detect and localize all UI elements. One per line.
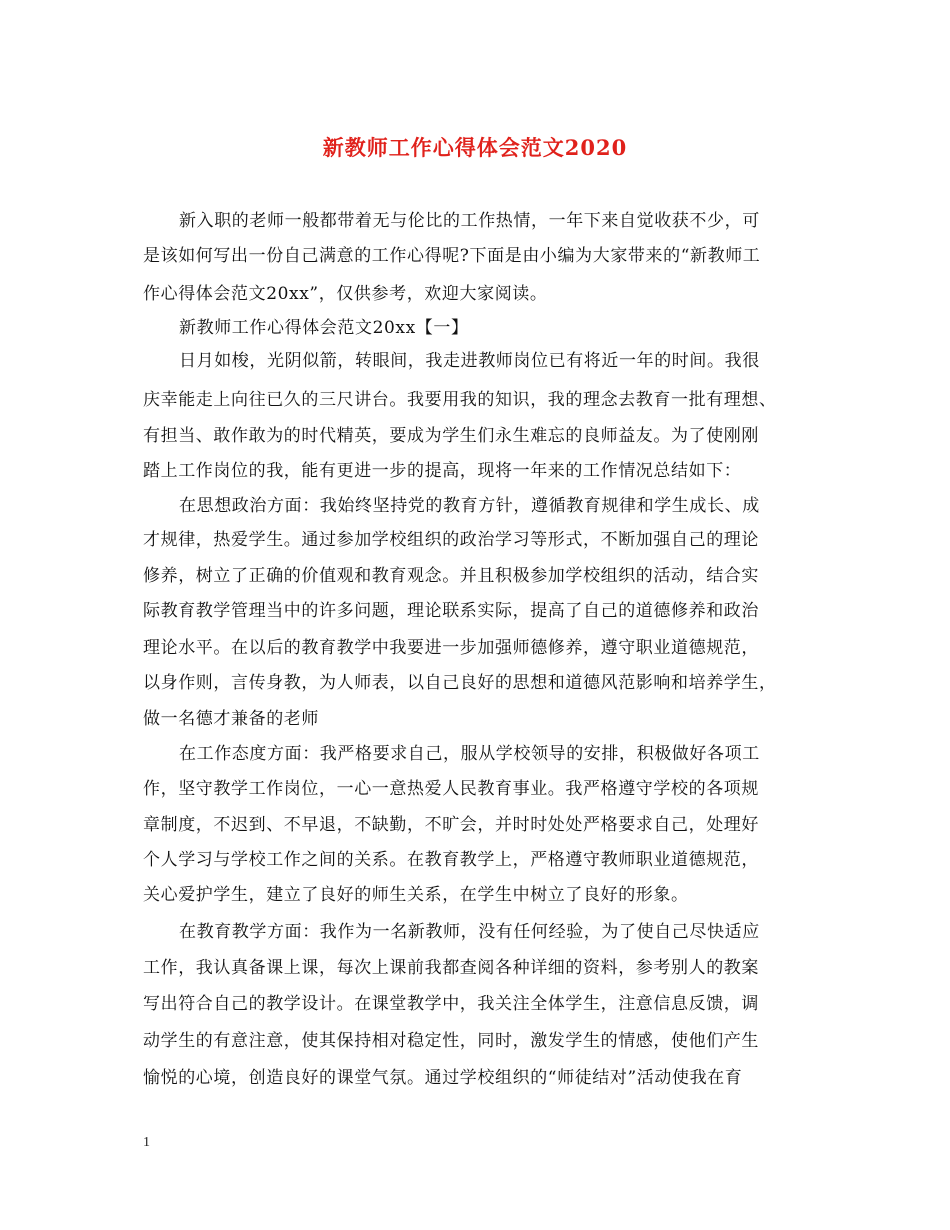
text-line: 理论水平。在以后的教育教学中我要进一步加强师德修养，遵守职业道德规范，: [143, 638, 759, 658]
text-line: 愉悦的心境，创造良好的课堂气氛。通过学校组织的“师徒结对”活动使我在育: [143, 1068, 743, 1088]
text-line: 庆幸能走上向往已久的三尺讲台。我要用我的知识，我的理念去教育一批有理想、: [143, 390, 777, 410]
text-line: 在工作态度方面：我严格要求自己，服从学校领导的安排，积极做好各项工: [179, 744, 760, 764]
page-number: 1: [143, 1135, 150, 1150]
text-line: 以身作则，言传身教，为人师表，以自己良好的思想和道德风范影响和培养学生，: [143, 673, 777, 693]
text-line: 个人学习与学校工作之间的关系。在教育教学上，严格遵守教师职业道德规范，: [143, 850, 759, 870]
text-line: 在教育教学方面：我作为一名新教师，没有任何经验，为了使自己尽快适应: [179, 922, 760, 942]
text-line: 才规律，热爱学生。通过参加学校组织的政治学习等形式，不断加强自己的理论: [143, 530, 759, 550]
text-line: 动学生的有意注意，使其保持相对稳定性，同时，激发学生的情感，使他们产生: [143, 1031, 759, 1051]
text-line: 作心得体会范文20xx”，仅供参考，欢迎大家阅读。: [143, 284, 548, 304]
document-title: 新教师工作心得体会范文2020: [322, 135, 628, 160]
text-line: 际教育教学管理当中的许多问题，理论联系实际，提高了自己的道德修养和政治: [143, 601, 759, 621]
text-line: 修养，树立了正确的价值观和教育观念。并且积极参加学校组织的活动，结合实: [143, 566, 759, 586]
text-line: 做一名德才兼备的老师: [143, 709, 319, 729]
text-line: 有担当、敢作敢为的时代精英，要成为学生们永生难忘的良师益友。为了使刚刚: [143, 426, 759, 446]
section-heading: 新教师工作心得体会范文20xx【一】: [179, 318, 469, 338]
text-line: 写出符合自己的教学设计。在课堂教学中，我关注全体学生，注意信息反馈，调: [143, 994, 759, 1014]
text-line: 工作，我认真备课上课，每次上课前我都查阅各种详细的资料，参考别人的教案: [143, 958, 759, 978]
text-line: 在思想政治方面：我始终坚持党的教育方针，遵循教育规律和学生成长、成: [179, 496, 760, 516]
text-line: 关心爱护学生，建立了良好的师生关系，在学生中树立了良好的形象。: [143, 885, 689, 905]
text-line: 章制度，不迟到、不早退，不缺勤，不旷会，并时时处处严格要求自己，处理好: [143, 815, 759, 835]
text-line: 是该如何写出一份自己满意的工作心得呢?下面是由小编为大家带来的“新教师工: [143, 246, 761, 266]
text-line: 新入职的老师一般都带着无与伦比的工作热情，一年下来自觉收获不少，可: [179, 211, 760, 231]
text-line: 踏上工作岗位的我，能有更进一步的提高，现将一年来的工作情况总结如下：: [143, 461, 742, 481]
text-line: 日月如梭，光阴似箭，转眼间，我走进教师岗位已有将近一年的时间。我很: [179, 351, 760, 371]
text-line: 作，坚守教学工作岗位，一心一意热爱人民教育事业。我严格遵守学校的各项规: [143, 779, 759, 799]
